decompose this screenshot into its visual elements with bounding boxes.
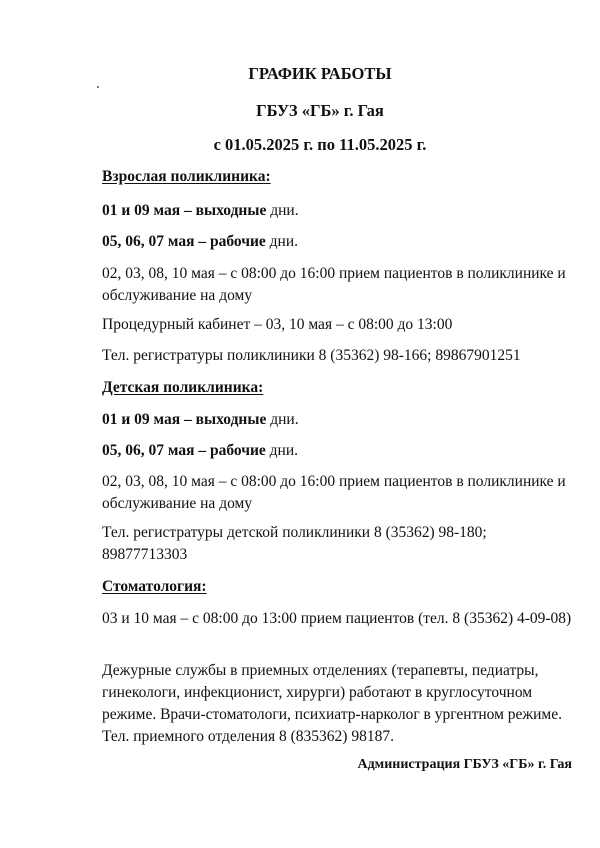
adult-days-off	[102, 200, 572, 222]
adult-work-days	[102, 231, 572, 253]
dental-heading: Стоматология:	[102, 578, 207, 595]
children-work-days-bold: 05, 06, 07 мая – рабочие	[102, 442, 266, 459]
scan-speck	[97, 86, 99, 88]
children-work-days-suffix: дни.	[265, 442, 299, 459]
children-days-off-suffix: дни.	[266, 411, 299, 428]
adult-schedule: 02, 03, 08, 10 мая – с 08:00 до 16:00 прием пациентов в поликлинике и обслуживание на дому	[102, 265, 566, 304]
adult-work-days-suffix: дни.	[265, 233, 299, 250]
adult-clinic-heading: Взрослая поликлиника:	[102, 168, 271, 185]
administration-signature: Администрация ГБУЗ «ГБ» г. Гая	[357, 757, 572, 772]
adult-days-off-bold: 01 и 09 мая – выходные	[102, 202, 267, 219]
schedule-period: с 01.05.2025 г. по 11.05.2025 г.	[213, 135, 427, 154]
duty-services-note: Дежурные службы в приемных отделениях (терапевты, педиатры, гинекологи, инфекционист, хирурги) работают в круглосуточном режиме. Врачи-стоматологи, психиатр-нарколог в ургентном режиме. Тел. приемного отделения 8 (835362) 98187.	[102, 662, 562, 745]
adult-registry-phone: Тел. регистратуры поликлиники 8 (35362) 98-166; 89867901251	[102, 347, 521, 364]
children-work-days	[102, 440, 572, 462]
children-clinic-heading: Детская поликлиника:	[102, 379, 264, 396]
children-schedule: 02, 03, 08, 10 мая – с 08:00 до 16:00 прием пациентов в поликлинике и обслуживание на дому	[102, 473, 566, 512]
adult-procedure-room: Процедурный кабинет – 03, 10 мая – с 08:00 до 13:00	[102, 316, 453, 333]
children-registry-phone: Тел. регистратуры детской поликлиники 8 (35362) 98-180; 89877713303	[102, 524, 487, 563]
dental-schedule: 03 и 10 мая – с 08:00 до 13:00 прием пациентов (тел. 8 (35362) 4-09-08)	[102, 610, 572, 627]
adult-days-off-suffix: дни.	[266, 202, 299, 219]
document-title: ГРАФИК РАБОТЫ	[248, 64, 392, 83]
adult-work-days-bold: 05, 06, 07 мая – рабочие	[102, 233, 266, 250]
children-days-off	[102, 409, 572, 431]
organization-name: ГБУЗ «ГБ» г. Гая	[256, 101, 384, 120]
children-days-off-bold: 01 и 09 мая – выходные	[102, 411, 267, 428]
